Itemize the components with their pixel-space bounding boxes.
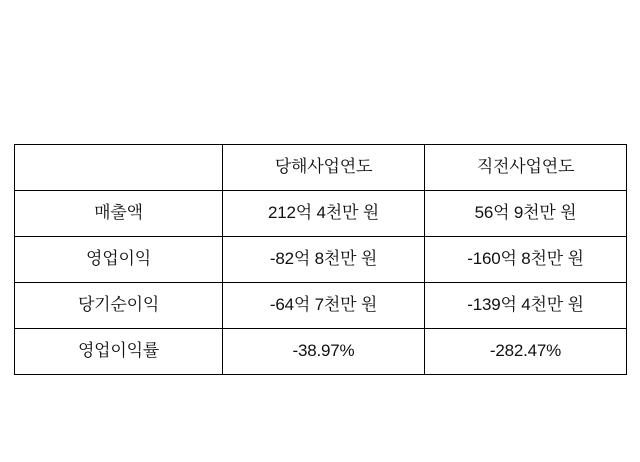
cell-net-income-previous: -139억 4천만 원 xyxy=(425,283,627,329)
row-label-revenue: 매출액 xyxy=(15,191,223,237)
table-row xyxy=(15,283,627,329)
table-row xyxy=(15,237,627,283)
column-header-current-year: 당해사업연도 xyxy=(223,145,425,191)
row-label-operating-margin: 영업이익률 xyxy=(15,329,223,375)
cell-net-income-current: -64억 7천만 원 xyxy=(223,283,425,329)
financial-summary-table xyxy=(14,144,627,375)
cell-revenue-previous: 56억 9천만 원 xyxy=(425,191,627,237)
table-row xyxy=(15,191,627,237)
cell-operating-profit-current: -82억 8천만 원 xyxy=(223,237,425,283)
cell-revenue-current: 212억 4천만 원 xyxy=(223,191,425,237)
cell-operating-margin-current: -38.97% xyxy=(223,329,425,375)
row-label-operating-profit: 영업이익 xyxy=(15,237,223,283)
cell-operating-profit-previous: -160억 8천만 원 xyxy=(425,237,627,283)
table-row xyxy=(15,329,627,375)
cell-operating-margin-previous: -282.47% xyxy=(425,329,627,375)
table-corner-cell xyxy=(15,145,223,191)
row-label-net-income: 당기순이익 xyxy=(15,283,223,329)
column-header-previous-year: 직전사업연도 xyxy=(425,145,627,191)
table-header-row xyxy=(15,145,627,191)
financial-table-container xyxy=(14,144,626,375)
